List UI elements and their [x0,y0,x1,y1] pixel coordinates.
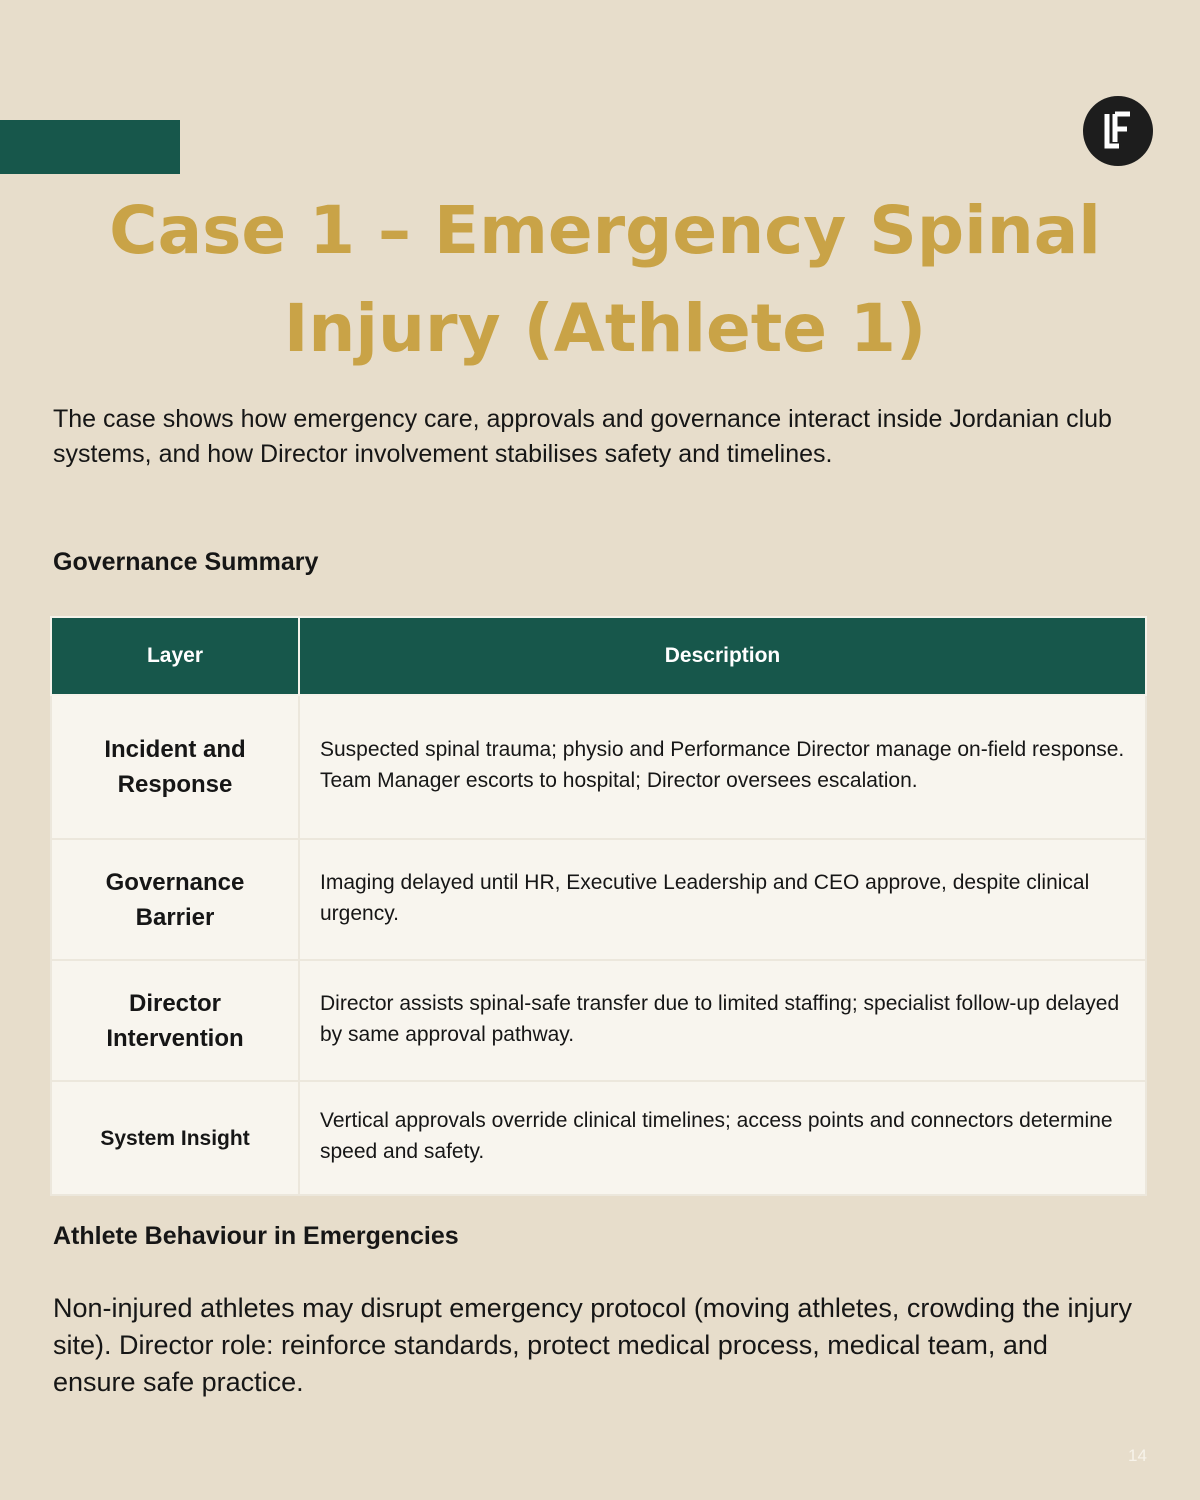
description-cell: Vertical approvals override clinical timelines; access points and connectors determine speed and safety. [299,1081,1146,1195]
governance-table [50,616,1147,1196]
governance-summary-heading: Governance Summary [53,548,319,576]
page-title [60,182,1150,378]
description-cell: Director assists spinal-safe transfer due to limited staffing; specialist follow-up delayed by same approval pathway. [299,960,1146,1081]
page-number: 14 [1128,1446,1147,1465]
lf-logo [1083,96,1153,166]
layer-cell: System Insight [51,1081,299,1195]
table-row [51,839,1146,960]
title-line-1: Case 1 – Emergency Spinal [109,192,1101,269]
column-header-layer: Layer [51,617,299,695]
layer-cell: Incident and Response [51,695,299,839]
intro-paragraph: The case shows how emergency care, approvals and governance interact inside Jordanian club systems, and how Director involvement stabilises safety and timelines. [53,405,1112,468]
layer-cell: Director Intervention [51,960,299,1081]
table-row [51,695,1146,839]
athlete-behaviour-heading: Athlete Behaviour in Emergencies [53,1222,459,1250]
lf-monogram-icon [1083,96,1153,166]
table-header-row [51,617,1146,695]
athlete-behaviour-paragraph: Non-injured athletes may disrupt emergency protocol (moving athletes, crowding the injury site). Director role: reinforce standards, protect medical process, medical team, and ensure safe practice. [53,1293,1133,1397]
table-row [51,1081,1146,1195]
description-cell: Imaging delayed until HR, Executive Leadership and CEO approve, despite clinical urgency. [299,839,1146,960]
accent-bar [0,120,180,174]
layer-cell: Governance Barrier [51,839,299,960]
column-header-description: Description [299,617,1146,695]
description-cell: Suspected spinal trauma; physio and Performance Director manage on-field response. Team Manager escorts to hospital; Director oversees escalation. [299,695,1146,839]
table-row [51,960,1146,1081]
title-line-2: Injury (Athlete 1) [283,290,927,367]
